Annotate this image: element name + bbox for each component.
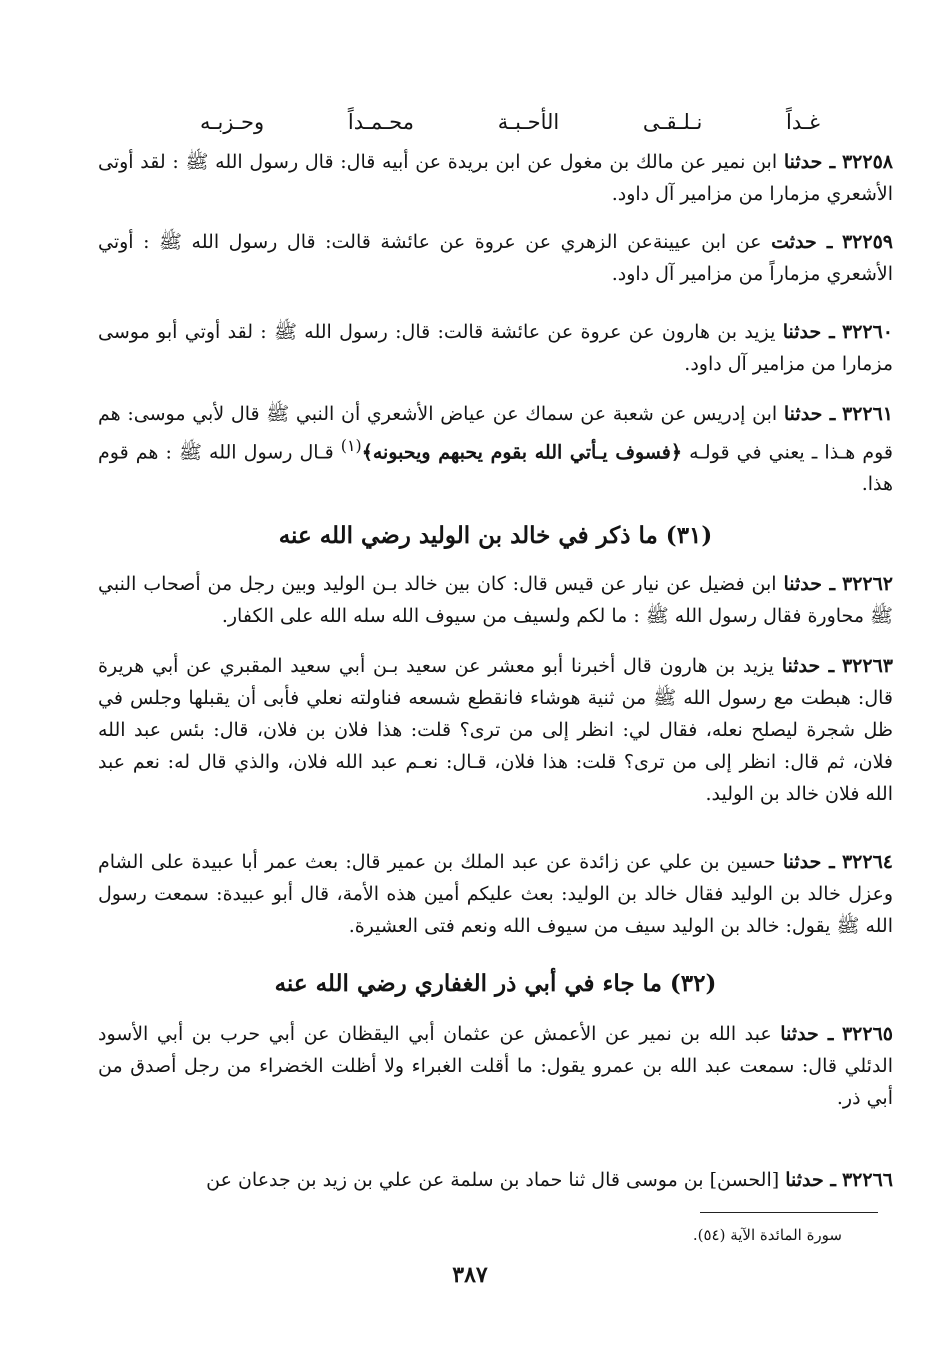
hadith-text: عن ابن عيينةعن الزهري عن عروة عن عائشة قالت: قال رسول الله ﷺ : أوتي الأشعري مزماراً من مزامير آل داود. [98, 231, 893, 285]
hadith-text: حسين بن علي عن زائدة عن عبد الملك بن عمير قال: بعث عمر أبا عبيدة على الشام وعزل خالد بن الوليد فقال خالد بن الوليد: بعث عليكم أمين هذه الأمة، قال أبو عبيدة: سمعت رسول الله ﷺ يقول: خالد بن الوليد سيف من سيوف الله ونعم فتى العشيرة. [98, 851, 894, 937]
hadith-32263 [98, 650, 893, 810]
hadith-number: ٣٢٢٦٦ [841, 1169, 893, 1191]
hadith-32261 [98, 398, 893, 500]
hadith-32262 [98, 568, 893, 632]
hadith-text: يزيد بن هارون عن عروة عن عائشة قالت: قال: رسول الله ﷺ : لقد أوتي أبو موسى مزمارا من مزامير آل داود. [98, 321, 893, 375]
footnote [500, 1226, 842, 1244]
hadith-number: ٣٢٢٦١ [841, 403, 894, 425]
hadith-text: يزيد بن هارون قال أخبرنا أبو معشر عن سعيد بـن أبي سعيد المقبري عن أبي هريرة قال: هبطت مع رسول الله ﷺ من ثنية هوشاء فانقطع شسعه فناولته نعلي فأبى أن يقبلها وجلس في ظل شجرة ليصلح نعله، فقال لي: انظر إلى من ترى؟ قلت: هذا فلان بن فلان، قال: بئس عبد الله فلان، ثم قال: انظر إلى من ترى؟ قلت: هذا فلان، قـال: نعـم عبد الله فلان، والذي قال له: نعم عبد الله فلان خالد بن الوليد. [98, 655, 893, 805]
hadith-32264 [98, 846, 893, 942]
chapter-heading-32: (٣٢) ما جاء في أبي ذر الغفاري رضي الله عنه [274, 970, 717, 997]
hadith-text-tail: قـال رسول الله ﷺ : هم قوم هذا. [98, 441, 893, 496]
verse-word: وحـزبـه [200, 110, 265, 134]
footnote-marker[interactable]: (١) [340, 436, 362, 455]
hadith-lead: ـ حدثنا [783, 151, 836, 173]
hadith-text: [الحسن] بن موسى قال ثنا حماد بن سلمة عن علي بن زيد بن جدعان عن [206, 1169, 780, 1191]
hadith-lead: ـ حدثنا [782, 321, 835, 343]
page-number: ٣٨٧ [452, 1262, 488, 1288]
hadith-text: عبد الله بن نمير عن الأعمش عن عثمان أبي اليقظان عن أبي حرب بن أبي الأسود الدئلي قال: سمعت عبد الله بن عمرو يقول: ما أقلت الغبراء ولا أظلت الخضراء من رجل أصدق من أبي ذر. [98, 1023, 893, 1109]
footnote-divider [700, 1212, 878, 1213]
hadith-lead: ـ حدثنا [780, 1023, 834, 1045]
hadith-32259 [98, 226, 893, 290]
hadith-32266 [98, 1164, 893, 1196]
quran-quote: ﴿فسوف يـأتي الله بقوم يحبهم ويحبونه﴾ [361, 441, 683, 464]
chapter-heading-31: (٣١) ما ذكر في خالد بن الوليد رضي الله عنه [278, 522, 713, 549]
hadith-number: ٣٢٢٦٠ [841, 321, 894, 343]
hadith-text: ابن فضيل عن نيار عن قيس قال: كان بين خالد بـن الوليد وبين رجل من أصحاب النبي ﷺ محاورة فقال رسول الله ﷺ : ما لكم ولسيف من سيوف الله سله الله على الكفار. [98, 573, 893, 627]
hadith-32260 [98, 316, 893, 380]
hadith-number: ٣٢٢٥٨ [841, 151, 893, 173]
hadith-lead: ـ حدثنا [783, 573, 836, 595]
hadith-lead: ـ حدثنا [783, 403, 836, 425]
opening-verse [200, 110, 820, 134]
hadith-lead: ـ حدثت [771, 231, 833, 253]
hadith-32258 [98, 146, 893, 210]
verse-word: محـمـداً [347, 110, 414, 134]
hadith-lead: ـ حدثنا [785, 1169, 836, 1191]
hadith-number: ٣٢٢٦٤ [841, 851, 893, 873]
hadith-text: ابن نمير عن مالك بن مغول عن ابن بريدة عن أبيه قال: قال رسول الله ﷺ : لقد أوتى الأشعري مزمارا من مزامير آل داود. [98, 151, 893, 205]
hadith-number: ٣٢٢٦٢ [841, 573, 894, 595]
hadith-number: ٣٢٢٥٩ [841, 231, 893, 253]
hadith-lead: ـ حدثنا [782, 851, 835, 873]
verse-word: نـلـقـى [642, 110, 703, 134]
hadith-text: ابن إدريس عن شعبة عن سماك عن عياض الأشعري أن النبي ﷺ قال لأبي موسى: هم قوم هـذا ـ يعني في قولـه [98, 403, 893, 464]
hadith-number: ٣٢٢٦٥ [841, 1023, 893, 1045]
verse-word: غـداً [786, 110, 820, 134]
hadith-number: ٣٢٢٦٣ [841, 655, 893, 677]
hadith-lead: ـ حدثنا [781, 655, 835, 677]
hadith-32265 [98, 1018, 893, 1114]
verse-word: الأحـبـة [497, 110, 560, 134]
footnote-text: سورة المائدة الآية (٥٤). [692, 1226, 842, 1244]
